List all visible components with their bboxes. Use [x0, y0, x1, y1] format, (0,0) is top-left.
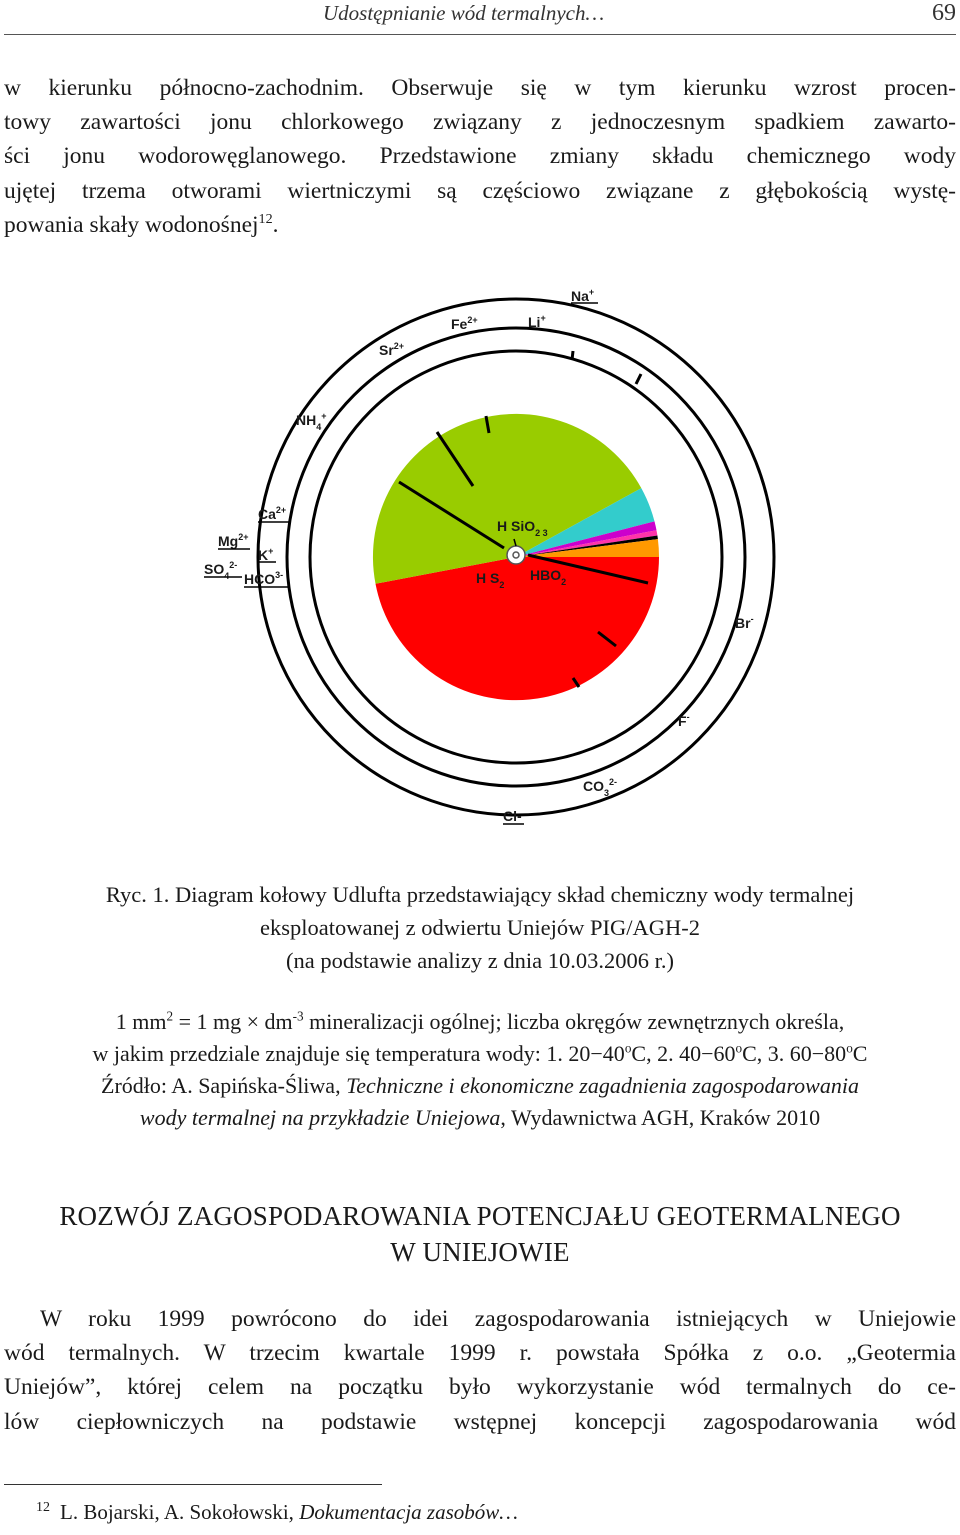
header-rule: [4, 34, 956, 35]
source-title: wody termalnej na przykładzie Uniejowa: [139, 1105, 501, 1130]
ion-label-hco3: $HCO^{3-}$: [244, 570, 284, 587]
text-line: towy zawartości jonu chlorkowego związany z jednoczesnym spadkiem zawarto-: [4, 109, 956, 136]
text-fragment: powania skały wodonośnej: [4, 211, 259, 238]
ion-label-br: Br-: [735, 614, 754, 631]
legend-sup: o: [846, 1040, 853, 1056]
center-ring: [507, 546, 525, 564]
footnote-ref[interactable]: 12: [258, 210, 273, 227]
legend-sup: o: [735, 1040, 743, 1056]
footnote: [36, 1500, 518, 1525]
ion-label-cl: Cl-: [503, 808, 522, 824]
source-title: Techniczne i ekonomiczne zagadnienia zagospodarowania: [346, 1073, 859, 1098]
text-line: [4, 208, 956, 242]
figure-caption: [0, 878, 960, 977]
section-heading: [0, 1198, 960, 1270]
ion-label-na: Na+: [571, 287, 595, 304]
ion-label-k: K+: [258, 546, 274, 563]
caption-line: (na podstawie analizy z dnia 10.03.2006 r.): [285, 948, 674, 973]
ion-label-fe: $Fe^{2+}$: [451, 315, 478, 332]
text-line: lów ciepłowniczych na podstawie wstępnej koncepcji zagospodarowania wód: [4, 1408, 956, 1435]
running-title: Udostępnianie wód termalnych…: [323, 1, 605, 25]
page-number: 69: [932, 0, 956, 26]
legend-line-scale: [0, 1006, 960, 1038]
footnote-rule: [4, 1484, 382, 1485]
footnote-text: L. Bojarski, A. Sokołowski,: [60, 1500, 300, 1524]
heading-line: ROZWÓJ ZAGOSPODAROWANIA POTENCJAŁU GEOTERMALNEGO: [59, 1201, 901, 1231]
text-line: W roku 1999 powrócono do idei zagospodarowania istniejących w Uniejowie: [40, 1306, 956, 1332]
legend-text: C: [852, 1041, 868, 1066]
legend-line-temperature: [0, 1038, 960, 1070]
ion-label-nh4: $NH_4^+$: [296, 411, 327, 432]
ion-label-mg: $Mg^{2+}$: [218, 532, 249, 549]
ion-label-h2sio3: H SiO$_{2 3}$: [497, 518, 548, 538]
text-line: w kierunku północno-zachodnim. Obserwuje się w tym kierunku wzrost procen-: [4, 75, 956, 101]
ion-label-hbo2: $HBO_2$: [530, 567, 567, 587]
legend-sup: o: [624, 1040, 632, 1056]
legend-text: = 1 mg × dm: [173, 1009, 293, 1034]
legend-text: C, 3. 60−80: [742, 1041, 847, 1066]
paragraph-intro: [4, 71, 956, 242]
text-line: wód termalnych. W trzecim kwartale 1999 r. powstała Spółka z o.o. „Geotermia: [4, 1340, 956, 1367]
text-line: Uniejów”, której celem na początku było wykorzystanie wód termalnych do ce-: [4, 1374, 956, 1401]
page-header: [0, 0, 960, 34]
ion-label-sr: $Sr^{2+}$: [379, 341, 405, 358]
pie-slice-0: [376, 557, 660, 700]
ion-label-f: F-: [678, 712, 690, 729]
source-publisher: , Wydawnictwa AGH, Kraków 2010: [500, 1105, 821, 1130]
caption-line: Ryc. 1. Diagram kołowy Udlufta przedstawiający skład chemiczny wody termalnej: [105, 882, 855, 907]
legend-sup: -3: [292, 1008, 304, 1024]
source-line-1: [0, 1070, 960, 1102]
tick-na: [636, 374, 641, 384]
footnote-number: 12: [36, 1500, 50, 1515]
legend-text: w jakim przedziale znajduje się temperatura wody: 1. 20−40: [92, 1041, 625, 1066]
udluft-pie-chart: [0, 270, 960, 830]
text-line: ujętej trzema otworami wiertniczymi są częściowo związane z głębokością wystę-: [4, 177, 956, 204]
legend-text: mineralizacji ogólnej; liczba okręgów zewnętrznych określa,: [303, 1009, 845, 1034]
source-label: Źródło: A. Sapińska-Śliwa,: [101, 1073, 347, 1098]
footnote-title: Dokumentacja zasobów…: [299, 1500, 518, 1524]
figure-legend: [0, 1006, 960, 1134]
text-line: ści jonu wodorowęglanowego. Przedstawione zmiany składu chemicznego wody: [4, 143, 956, 170]
legend-text: 1 mm: [115, 1009, 167, 1034]
ion-label-so4: $SO_4^{2-}$: [204, 560, 238, 581]
text-fragment: .: [272, 211, 279, 238]
ion-label-li: Li+: [528, 313, 546, 330]
paragraph-history: [4, 1302, 956, 1439]
legend-text: C, 2. 40−60: [631, 1041, 736, 1066]
caption-line: eksploatowanej z odwiertu Uniejów PIG/AGH-2: [260, 915, 700, 940]
legend-sup: 2: [166, 1008, 174, 1024]
ion-label-ca: $Ca^{2+}$: [258, 505, 287, 522]
heading-line: W UNIEJOWIE: [390, 1237, 570, 1267]
source-line-2: [0, 1102, 960, 1134]
tick-li: [572, 351, 573, 360]
ion-label-co3: $CO_3^{2-}$: [583, 777, 618, 798]
ion-label-h2s: H $S_2$: [476, 570, 505, 590]
